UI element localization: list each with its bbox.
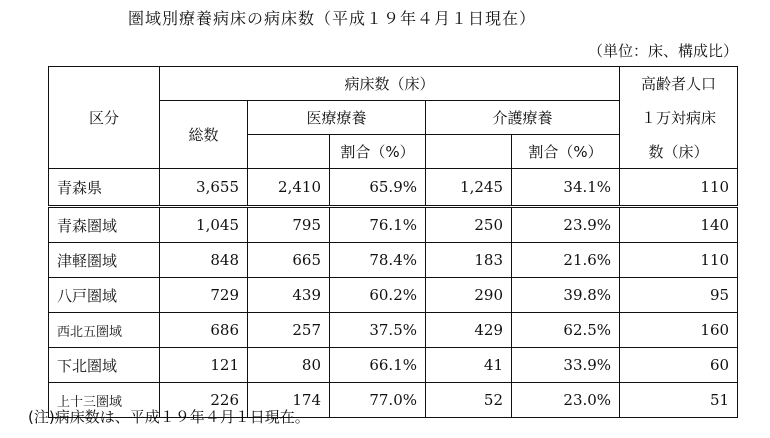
medical-cell: 665 — [248, 243, 330, 278]
header-per-elder-line1: 高齢者人口 — [620, 67, 738, 101]
medical-ratio-cell: 77.0% — [330, 383, 426, 418]
total-cell: 3,655 — [160, 169, 248, 207]
per-elder-cell: 110 — [620, 169, 738, 207]
header-care-ratio: 割合（%） — [512, 135, 620, 169]
header-district: 区分 — [49, 67, 160, 169]
per-elder-cell: 95 — [620, 278, 738, 313]
header-care-count-cell — [426, 135, 512, 169]
care-cell: 41 — [426, 348, 512, 383]
header-beds: 病床数（床） — [160, 67, 620, 101]
care-ratio-cell: 23.0% — [512, 383, 620, 418]
table-row — [49, 348, 738, 383]
table-row — [49, 207, 738, 243]
total-cell: 121 — [160, 348, 248, 383]
total-cell: 729 — [160, 278, 248, 313]
medical-ratio-cell: 66.1% — [330, 348, 426, 383]
table-row — [49, 278, 738, 313]
medical-ratio-cell: 65.9% — [330, 169, 426, 207]
row-name: 青森圏域 — [49, 207, 160, 243]
care-cell: 52 — [426, 383, 512, 418]
row-name: 青森県 — [49, 169, 160, 207]
unit-label: （単位：床、構成比） — [588, 42, 739, 60]
medical-cell: 439 — [248, 278, 330, 313]
care-ratio-cell: 21.6% — [512, 243, 620, 278]
footnote: (注)病床数は、平成１９年４月１日現在。 — [28, 408, 310, 426]
table-row — [49, 243, 738, 278]
care-cell: 1,245 — [426, 169, 512, 207]
medical-ratio-cell: 76.1% — [330, 207, 426, 243]
care-ratio-cell: 39.8% — [512, 278, 620, 313]
care-cell: 250 — [426, 207, 512, 243]
medical-cell: 174 — [248, 383, 330, 418]
per-elder-cell: 140 — [620, 207, 738, 243]
care-ratio-cell: 62.5% — [512, 313, 620, 348]
per-elder-cell: 60 — [620, 348, 738, 383]
table-title: 圏域別療養病床の病床数（平成１９年４月１日現在） — [128, 9, 537, 28]
header-medical-count-cell — [248, 135, 330, 169]
header-per-elder-line3: 数（床） — [620, 135, 738, 169]
row-name: 下北圏域 — [49, 348, 160, 383]
medical-cell: 2,410 — [248, 169, 330, 207]
table-row-prefecture — [49, 169, 738, 207]
medical-cell: 80 — [248, 348, 330, 383]
row-name: 八戸圏域 — [49, 278, 160, 313]
header-total: 総数 — [160, 101, 248, 169]
medical-cell: 257 — [248, 313, 330, 348]
medical-ratio-cell: 37.5% — [330, 313, 426, 348]
total-cell: 226 — [160, 383, 248, 418]
per-elder-cell: 160 — [620, 313, 738, 348]
row-name: 西北五圏域 — [49, 313, 160, 348]
care-cell: 429 — [426, 313, 512, 348]
medical-ratio-cell: 78.4% — [330, 243, 426, 278]
care-cell: 290 — [426, 278, 512, 313]
care-ratio-cell: 34.1% — [512, 169, 620, 207]
medical-ratio-cell: 60.2% — [330, 278, 426, 313]
header-care: 介護療養 — [426, 101, 620, 135]
header-medical: 医療療養 — [248, 101, 426, 135]
header-per-elder-line2: １万対病床 — [620, 101, 738, 135]
total-cell: 848 — [160, 243, 248, 278]
row-name: 上十三圏域 — [49, 383, 160, 418]
care-ratio-cell: 33.9% — [512, 348, 620, 383]
bed-count-table — [48, 66, 738, 418]
care-cell: 183 — [426, 243, 512, 278]
table-row — [49, 313, 738, 348]
row-name: 津軽圏域 — [49, 243, 160, 278]
care-ratio-cell: 23.9% — [512, 207, 620, 243]
per-elder-cell: 51 — [620, 383, 738, 418]
medical-cell: 795 — [248, 207, 330, 243]
total-cell: 1,045 — [160, 207, 248, 243]
total-cell: 686 — [160, 313, 248, 348]
per-elder-cell: 110 — [620, 243, 738, 278]
header-medical-ratio: 割合（%） — [330, 135, 426, 169]
